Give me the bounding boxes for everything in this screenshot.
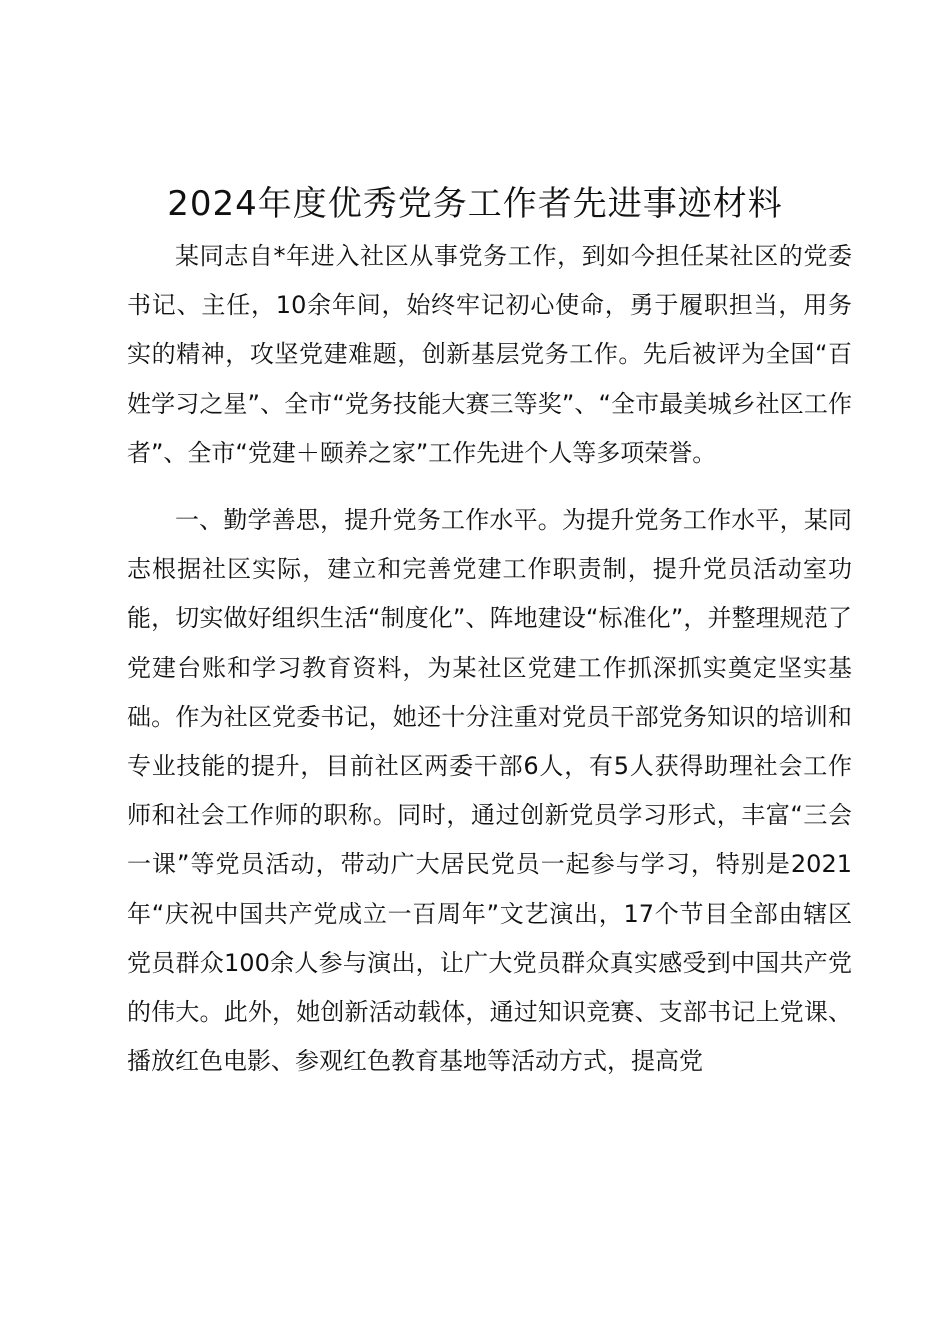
document-title: 2024年度优秀党务工作者先进事迹材料 (167, 184, 783, 224)
document-body (127, 232, 852, 1086)
paragraph-gap (127, 478, 852, 496)
intro-paragraph: 某同志自*年进入社区从事党务工作，到如今担任某社区的党委书记、主任，10余年间，始终牢记初心使命，勇于履职担当，用务实的精神，攻坚党建难题，创新基层党务工作。先后被评为全国“百姓学习之星”、全市“党务技能大赛三等奖”、“全市最美城乡社区工作者”、全市“党建＋颐养之家”工作先进个人等多项荣誉。 (127, 242, 852, 467)
section-one-paragraph: 一、勤学善思，提升党务工作水平。为提升党务工作水平，某同志根据社区实际，建立和完善党建工作职责制，提升党员活动室功能，切实做好组织生活“制度化”、阵地建设“标准化”，并整理规范了党建台账和学习教育资料，为某社区党建工作抓深抓实奠定坚实基础。作为社区党委书记，她还十分注重对党员干部党务知识的培训和专业技能的提升，目前社区两委干部6人，有5人获得助理社会工作师和社会工作师的职称。同时，通过创新党员学习形式，丰富“三会一课”等党员活动，带动广大居民党员一起参与学习，特别是2021年“庆祝中国共产党成立一百周年”文艺演出，17个节目全部由辖区党员群众100余人参与演出，让广大党员群众真实感受到中国共产党的伟大。此外，她创新活动载体，通过知识竞赛、支部书记上党课、播放红色电影、参观红色教育基地等活动方式，提高党 (127, 506, 852, 1076)
